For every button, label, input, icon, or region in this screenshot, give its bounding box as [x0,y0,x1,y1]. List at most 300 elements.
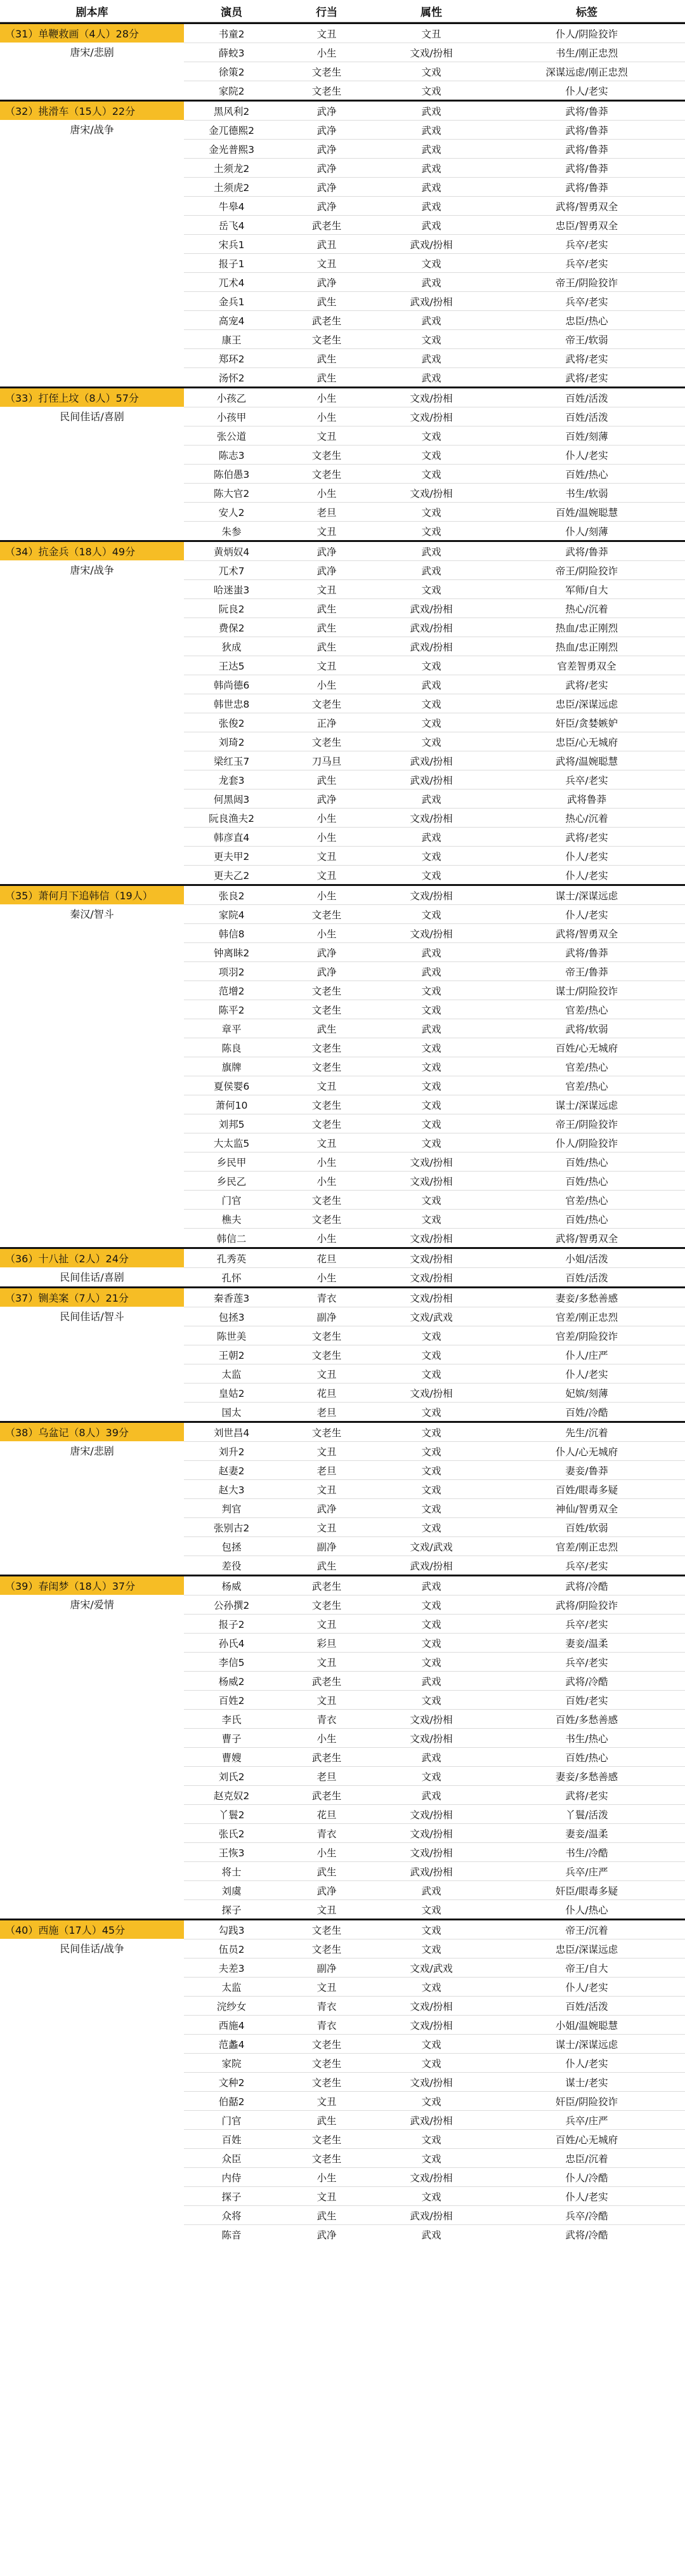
table-row [184,2016,685,2035]
cell-tags: 帝王/阴险狡诈 [555,565,618,577]
cell-attribute: 武戏 [421,1790,441,1802]
cell-attribute: 文戏 [421,985,441,997]
table-row [184,2187,685,2206]
table-row [184,2149,685,2168]
cell-actor: 乡民甲 [216,1156,247,1168]
cell-role-type: 文丑 [316,1656,337,1668]
cell-tags: 妻妾/温柔 [565,1828,608,1840]
cell-actor: 高宠4 [218,315,245,327]
table-row [184,407,685,426]
cell-actor: 众将 [221,2210,242,2222]
table-row [184,2073,685,2092]
cell-tags: 妻妾/多愁善感 [555,1771,618,1783]
cell-actor: 太监 [221,1368,242,1380]
cell-role-type: 武净 [316,182,337,194]
cell-attribute: 文戏/武戏 [410,1962,453,1974]
section-title: （36）十八扯（2人）24分 [0,1249,184,1267]
cell-attribute: 文戏 [421,1599,441,1611]
section-title: （33）打侄上坟（8人）57分 [0,388,184,407]
cell-attribute: 武戏 [421,277,441,289]
table-row [184,1384,685,1403]
cell-role-type: 文丑 [316,1484,337,1496]
cell-role-type: 文老生 [311,1213,342,1225]
cell-attribute: 文戏 [421,1118,441,1130]
sections-container [0,22,685,2243]
cell-tags: 武将/软弱 [565,1023,608,1035]
cell-attribute: 文戏/扮相 [410,2000,453,2012]
cell-role-type: 文老生 [311,85,342,97]
cell-actor: 更夫甲2 [213,850,250,862]
cell-tags: 官差/热心 [565,1080,608,1092]
section-info [0,1423,184,1575]
cell-tags: 仆人/刻薄 [565,525,608,538]
script-section [0,22,685,100]
cell-attribute: 武戏 [421,947,441,959]
section-info [0,1249,184,1286]
cell-role-type: 武老生 [311,1675,342,1688]
cell-tags: 武将/鲁莽 [565,182,608,194]
cell-tags: 仆人/庄严 [565,1349,608,1361]
section-genre: 秦汉/智斗 [70,908,114,920]
table-row [184,1634,685,1653]
cell-tags: 百姓/热心 [565,468,608,480]
cell-tags: 兵卒/老实 [565,1560,608,1572]
cell-attribute: 文戏 [421,1484,441,1496]
table-row [184,1268,685,1286]
cell-tags: 百姓/温婉聪慧 [555,506,618,519]
cell-attribute: 文戏 [421,1981,441,1993]
cell-role-type: 文丑 [316,1522,337,1534]
cell-actor: 张别古2 [213,1522,250,1534]
table-row [184,2092,685,2111]
section-genre: 民间佳话/战争 [60,1943,124,1955]
table-row [184,789,685,809]
table-row [184,1364,685,1384]
cell-attribute: 武戏 [421,2229,441,2241]
section-rows [184,542,685,884]
header-attribute: 属性 [421,6,442,19]
cell-attribute: 文丑 [421,28,441,40]
table-row [184,1691,685,1710]
cell-tags: 仆人/冷酷 [565,2172,608,2184]
cell-role-type: 青衣 [316,2000,337,2012]
cell-tags: 仆人/心无城府 [555,1446,618,1458]
cell-actor: 牛皋4 [218,201,245,213]
cell-role-type: 刀马旦 [311,755,342,767]
table-row [184,1480,685,1499]
table-row [184,1403,685,1421]
cell-tags: 书生/冷酷 [565,1847,608,1859]
cell-attribute: 武戏/扮相 [410,603,453,615]
cell-attribute: 文戏/扮相 [410,2172,453,2184]
cell-actor: 薛蛟3 [218,47,245,59]
cell-tags: 仆人/老实 [565,2057,608,2070]
section-title: （38）乌盆记（8人）39分 [0,1423,184,1441]
cell-actor: 伯嚭2 [218,2096,245,2108]
cell-attribute: 武戏/扮相 [410,2210,453,2222]
cell-attribute: 文戏 [421,1656,441,1668]
cell-tags: 帝王/沉着 [565,1924,608,1936]
cell-tags: 百姓/刻薄 [565,430,608,442]
cell-attribute: 文戏 [421,1194,441,1206]
cell-role-type: 文老生 [311,468,342,480]
cell-attribute: 文戏/扮相 [410,1387,453,1399]
cell-role-type: 花旦 [316,1387,337,1399]
cell-tags: 兵卒/老实 [565,774,608,786]
cell-actor: 韩信8 [218,928,245,940]
cell-actor: 萧何10 [215,1099,248,1111]
cell-actor: 家院4 [218,909,245,921]
cell-actor: 孔秀英 [216,1253,247,1265]
table-row [184,273,685,292]
cell-role-type: 武生 [316,2210,337,2222]
cell-actor: 陈世美 [216,1330,247,1342]
cell-role-type: 花旦 [316,1253,337,1265]
cell-actor: 孙氏4 [218,1637,245,1649]
cell-actor: 范蠡4 [218,2038,245,2051]
cell-tags: 百姓/活泼 [565,392,608,404]
cell-tags: 丫鬟/活泼 [565,1809,608,1821]
table-row [184,43,685,62]
cell-actor: 百姓 [221,2134,242,2146]
cell-role-type: 小生 [316,812,337,824]
section-info [0,886,184,1247]
cell-attribute: 文戏/扮相 [410,812,453,824]
cell-attribute: 文戏 [421,1924,441,1936]
cell-attribute: 武戏 [421,124,441,136]
cell-actor: 陈平2 [218,1004,245,1016]
table-row [184,2225,685,2243]
cell-actor: 赵克奴2 [213,1790,250,1802]
cell-actor: 黄炳奴4 [213,546,250,558]
cell-attribute: 文戏 [421,1004,441,1016]
table-row [184,62,685,81]
cell-tags: 百姓/热心 [565,1752,608,1764]
cell-role-type: 武生 [316,1866,337,1878]
cell-attribute: 文戏 [421,2134,441,2146]
cell-role-type: 文老生 [311,1061,342,1073]
cell-attribute: 文戏 [421,1503,441,1515]
table-row [184,292,685,311]
section-genre: 唐宋/战争 [70,564,114,576]
cell-attribute: 文戏 [421,334,441,346]
cell-role-type: 小生 [316,2172,337,2184]
table-row [184,2035,685,2054]
cell-tags: 百姓/老实 [565,1694,608,1707]
cell-role-type: 武丑 [316,239,337,251]
cell-attribute: 文戏/武戏 [410,1541,453,1553]
cell-role-type: 小生 [316,487,337,499]
table-row [184,426,685,446]
section-title: （34）抗金兵（18人）49分 [0,542,184,560]
cell-attribute: 文戏 [421,1042,441,1054]
cell-tags: 热血/忠正刚烈 [555,641,618,653]
cell-attribute: 文戏 [421,525,441,538]
cell-attribute: 文戏/扮相 [410,1272,453,1284]
cell-attribute: 武戏/扮相 [410,296,453,308]
table-row [184,1653,685,1672]
cell-actor: 门官 [221,1194,242,1206]
cell-role-type: 文老生 [311,449,342,461]
cell-role-type: 小生 [316,411,337,423]
table-row [184,1862,685,1881]
table-row [184,809,685,828]
cell-role-type: 文老生 [311,1924,342,1936]
cell-role-type: 文老生 [311,698,342,710]
cell-attribute: 文戏 [421,717,441,729]
cell-attribute: 文戏 [421,2191,441,2203]
cell-actor: 费保2 [218,622,245,634]
cell-actor: 探子 [221,1904,242,1916]
table-row [184,1881,685,1900]
cell-attribute: 武戏 [421,565,441,577]
table-row [184,503,685,522]
table-row [184,368,685,386]
cell-tags: 兵卒/冷酷 [565,2210,608,2222]
cell-attribute: 文戏 [421,1349,441,1361]
cell-actor: 报子2 [218,1618,245,1630]
cell-role-type: 文丑 [316,1446,337,1458]
table-row [184,197,685,216]
cell-attribute: 文戏 [421,1465,441,1477]
cell-actor: 孔怀 [221,1272,242,1284]
cell-role-type: 武生 [316,641,337,653]
table-row [184,713,685,732]
table-row [184,1057,685,1076]
table-row [184,1191,685,1210]
cell-role-type: 文丑 [316,2191,337,2203]
table-row [184,542,685,561]
cell-tags: 忠臣/智勇双全 [555,220,618,232]
table-row [184,159,685,178]
cell-tags: 官差/刚正忠烈 [555,1311,618,1323]
cell-actor: 探子 [221,2191,242,2203]
cell-tags: 帝王/鲁莽 [565,966,608,978]
cell-tags: 官差/热心 [565,1194,608,1206]
cell-role-type: 文老生 [311,909,342,921]
cell-role-type: 文丑 [316,258,337,270]
cell-actor: 刘升2 [218,1446,245,1458]
cell-attribute: 文戏 [421,850,441,862]
cell-actor: 朱参 [221,525,242,538]
section-title: （39）春闺梦（18人）37分 [0,1576,184,1595]
cell-role-type: 武净 [316,201,337,213]
table-row [184,886,685,905]
cell-role-type: 文老生 [311,1943,342,1955]
cell-actor: 韩尚德6 [213,679,250,691]
cell-attribute: 文戏 [421,258,441,270]
cell-attribute: 文戏 [421,909,441,921]
cell-role-type: 小生 [316,1232,337,1245]
table-row [184,121,685,140]
cell-tags: 妻妾/鲁莽 [565,1465,608,1477]
cell-actor: 龙套3 [218,774,245,786]
header-actor: 演员 [221,6,242,19]
cell-actor: 钟离眛2 [213,947,250,959]
cell-tags: 仆人/老实 [565,869,608,882]
cell-actor: 狄成 [221,641,242,653]
table-row [184,1345,685,1364]
table-row [184,1958,685,1978]
cell-actor: 陈伯愚3 [213,468,250,480]
table-row [184,1442,685,1461]
section-genre: 民间佳话/智斗 [60,1311,124,1323]
cell-attribute: 文戏 [421,1904,441,1916]
cell-tags: 帝王/自大 [565,1962,608,1974]
cell-role-type: 老旦 [316,1771,337,1783]
cell-role-type: 武净 [316,966,337,978]
cell-role-type: 文老生 [311,1004,342,1016]
cell-tags: 帝王/软弱 [565,334,608,346]
table-row [184,599,685,618]
cell-role-type: 武老生 [311,1580,342,1592]
table-row [184,2168,685,2187]
cell-tags: 仆人/老实 [565,1368,608,1380]
cell-actor: 宋兵1 [218,239,245,251]
table-row [184,140,685,159]
section-rows [184,1423,685,1575]
cell-tags: 武将/鲁莽 [565,105,608,117]
cell-attribute: 文戏 [421,736,441,748]
cell-role-type: 武净 [316,277,337,289]
cell-role-type: 武净 [316,124,337,136]
cell-actor: 张氏2 [218,1828,245,1840]
cell-role-type: 武净 [316,1885,337,1897]
cell-actor: 旗牌 [221,1061,242,1073]
cell-actor: 浣纱女 [216,2000,247,2012]
table-row [184,349,685,368]
cell-actor: 章平 [221,1023,242,1035]
cell-role-type: 文老生 [311,334,342,346]
cell-tags: 奸臣/阴险狡诈 [555,2096,618,2108]
table-row [184,981,685,1000]
table-header [0,0,685,22]
cell-tags: 兵卒/老实 [565,258,608,270]
cell-role-type: 武净 [316,947,337,959]
table-row [184,1038,685,1057]
cell-actor: 何黑闼3 [213,793,250,805]
table-row [184,905,685,924]
table-row [184,1824,685,1843]
cell-role-type: 文丑 [316,660,337,672]
cell-tags: 百姓/活泼 [565,411,608,423]
cell-role-type: 武净 [316,565,337,577]
cell-attribute: 文戏 [421,1771,441,1783]
table-row [184,1615,685,1634]
cell-tags: 武将/老实 [565,831,608,843]
cell-tags: 奸臣/眼毒多疑 [555,1885,618,1897]
header-script-library: 剧本库 [75,6,108,19]
cell-attribute: 文戏 [421,449,441,461]
cell-attribute: 文戏 [421,1694,441,1707]
cell-actor: 韩信二 [216,1232,247,1245]
cell-attribute: 文戏 [421,1427,441,1439]
cell-actor: 差役 [221,1560,242,1572]
table-row [184,388,685,407]
cell-tags: 仆人/老实 [565,1981,608,1993]
cell-actor: 王达5 [218,660,245,672]
cell-actor: 秦香莲3 [213,1292,250,1304]
cell-attribute: 武戏 [421,1580,441,1592]
table-row [184,1920,685,1939]
table-row [184,1423,685,1442]
cell-role-type: 小生 [316,47,337,59]
cell-attribute: 文戏 [421,698,441,710]
cell-attribute: 武戏 [421,182,441,194]
cell-actor: 岳飞4 [218,220,245,232]
cell-actor: 土须虎2 [213,182,250,194]
cell-tags: 百姓/心无城府 [555,2134,618,2146]
cell-role-type: 文老生 [311,66,342,78]
cell-tags: 武将/阴险狡诈 [555,1599,618,1611]
cell-attribute: 文戏 [421,2096,441,2108]
cell-actor: 安人2 [218,506,245,519]
cell-tags: 兵卒/老实 [565,296,608,308]
cell-tags: 谋士/老实 [565,2077,608,2089]
table-row [184,1095,685,1114]
cell-attribute: 文戏 [421,1061,441,1073]
cell-role-type: 文老生 [311,1194,342,1206]
table-row [184,1229,685,1247]
cell-tags: 军师/自大 [565,584,608,596]
cell-tags: 热血/忠正刚烈 [555,622,618,634]
table-row [184,1172,685,1191]
cell-actor: 丫鬟2 [218,1809,245,1821]
cell-actor: 康王 [221,334,242,346]
table-row [184,1900,685,1919]
cell-tags: 官差智勇双全 [557,660,616,672]
cell-tags: 忠臣/沉着 [565,2153,608,2165]
cell-tags: 官差/热心 [565,1061,608,1073]
table-row [184,924,685,943]
table-row [184,828,685,847]
table-row [184,2130,685,2149]
cell-role-type: 武净 [316,1503,337,1515]
table-row [184,1114,685,1133]
cell-actor: 文种2 [218,2077,245,2089]
table-row [184,1786,685,1805]
cell-role-type: 小生 [316,679,337,691]
cell-attribute: 文戏 [421,2038,441,2051]
section-rows [184,1920,685,2243]
cell-tags: 武将鲁莽 [566,793,606,805]
cell-role-type: 武老生 [311,315,342,327]
cell-role-type: 文老生 [311,2038,342,2051]
cell-attribute: 武戏 [421,679,441,691]
cell-attribute: 文戏 [421,660,441,672]
cell-role-type: 小生 [316,1733,337,1745]
cell-role-type: 小生 [316,392,337,404]
cell-tags: 百姓/多愁善感 [555,1714,618,1726]
table-row [184,1307,685,1326]
cell-tags: 仆人/热心 [565,1904,608,1916]
cell-actor: 曹子 [221,1733,242,1745]
cell-role-type: 武生 [316,1023,337,1035]
cell-actor: 家院2 [218,85,245,97]
cell-actor: 兀术7 [218,565,245,577]
cell-actor: 报子1 [218,258,245,270]
cell-tags: 仆人/阴险狡诈 [555,28,618,40]
table-row [184,1729,685,1748]
script-section [0,1247,685,1286]
cell-tags: 兵卒/老实 [565,239,608,251]
cell-tags: 百姓/眼毒多疑 [555,1484,618,1496]
cell-actor: 国太 [221,1406,242,1418]
cell-attribute: 文戏 [421,1618,441,1630]
table-row [184,943,685,962]
table-row [184,1249,685,1268]
cell-tags: 百姓/热心 [565,1213,608,1225]
